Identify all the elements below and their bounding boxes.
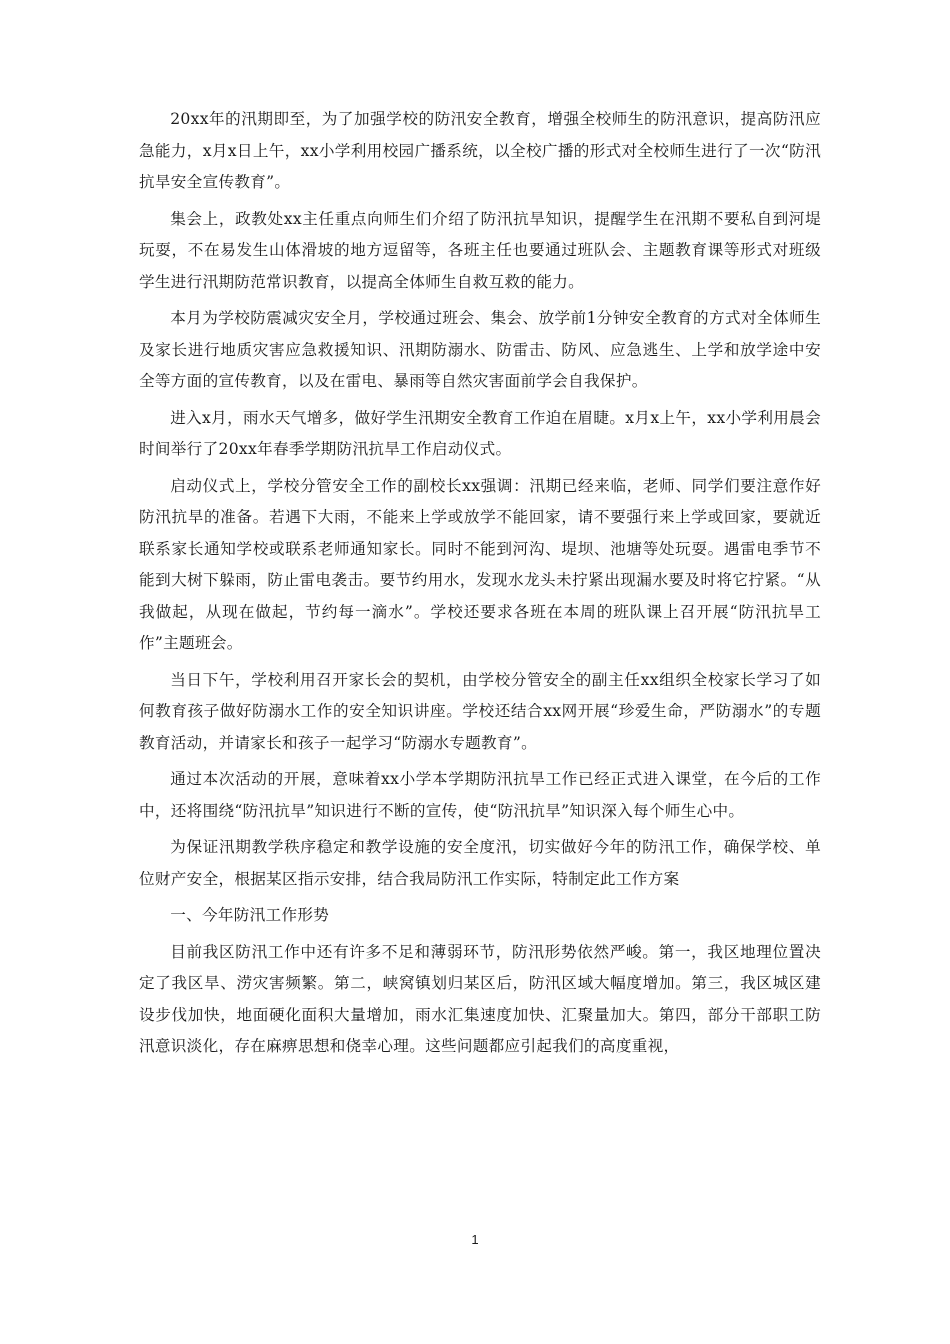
paragraph-parent-meeting: 当日下午，学校利用召开家长会的契机，由学校分管安全的副主任xx组织全校家长学习了如何教育孩子做好防溺水工作的安全知识讲座。学校还结合xx网开展“珍爱生命，严防溺水”的专题教育活动，并请家长和孩子一起学习“防溺水专题教育”。	[139, 670, 821, 752]
paragraph-assembly: 集会上，政教处xx主任重点向师生们介绍了防汛抗旱知识，提醒学生在汛期不要私自到河堤玩耍，不在易发生山体滑坡的地方逗留等，各班主任也要通过班队会、主题教育课等形式对班级学生进行汛期防范常识教育，以提高全体师生自救互救的能力。	[139, 209, 821, 291]
section-heading-flood-situation: 一、今年防汛工作形势	[170, 906, 330, 924]
paragraph-safety-month: 本月为学校防震减灾安全月，学校通过班会、集会、放学前1分钟安全教育的方式对全体师生及家长进行地质灾害应急救援知识、汛期防溺水、防雷击、防风、应急逃生、上学和放学途中安全等方面的宣传教育，以及在雷电、暴雨等自然灾害面前学会自我保护。	[139, 309, 821, 390]
paragraph-rainy-season: 进入x月，雨水天气增多，做好学生汛期安全教育工作迫在眉睫。x月x上午，xx小学利用晨会时间举行了20xx年春季学期防汛抗旱工作启动仪式。	[139, 408, 821, 458]
paragraph-launch-ceremony: 启动仪式上，学校分管安全工作的副校长xx强调：汛期已经来临，老师、同学们要注意作好防汛抗旱的准备。若遇下大雨，不能来上学或放学不能回家，请不要强行来上学或回家，要就近联系家长通知学校或联系老师通知家长。同时不能到河沟、堤坝、池塘等处玩耍。遇雷电季节不能到大树下躲雨，防止雷电袭击。要节约用水，发现水龙头未拧紧出现漏水要及时将它拧紧。“从我做起，从现在做起，节约每一滴水”。学校还要求各班在本周的班队课上召开展“防汛抗旱工作”主题班会。	[139, 476, 821, 652]
paragraph-intro: 20xx年的汛期即至，为了加强学校的防汛安全教育，增强全校师生的防汛意识，提高防汛应急能力，x月x日上午，xx小学利用校园广播系统，以全校广播的形式对全校师生进行了一次“防汛抗旱安全宣传教育”。	[139, 110, 821, 191]
paragraph-activity-summary: 通过本次活动的开展，意味着xx小学本学期防汛抗旱工作已经正式进入课堂，在今后的工作中，还将围绕“防汛抗旱”知识进行不断的宣传，使“防汛抗旱”知识深入每个师生心中。	[139, 770, 821, 820]
paragraph-work-plan-intro: 为保证汛期教学秩序稳定和教学设施的安全度汛，切实做好今年的防汛工作，确保学校、单位财产安全，根据某区指示安排，结合我局防汛工作实际，特制定此工作方案	[139, 838, 821, 888]
document-body	[139, 104, 821, 1068]
page-number: 1	[471, 1232, 479, 1247]
paragraph-flood-situation: 目前我区防汛工作中还有许多不足和薄弱环节，防汛形势依然严峻。第一，我区地理位置决定了我区旱、涝灾害频繁。第二，峡窝镇划归某区后，防汛区域大幅度增加。第三，我区城区建设步伐加快，地面硬化面积大量增加，雨水汇集速度加快、汇聚量加大。第四，部分干部职工防汛意识淡化，存在麻痹思想和侥幸心理。这些问题都应引起我们的高度重视，	[139, 942, 821, 1055]
